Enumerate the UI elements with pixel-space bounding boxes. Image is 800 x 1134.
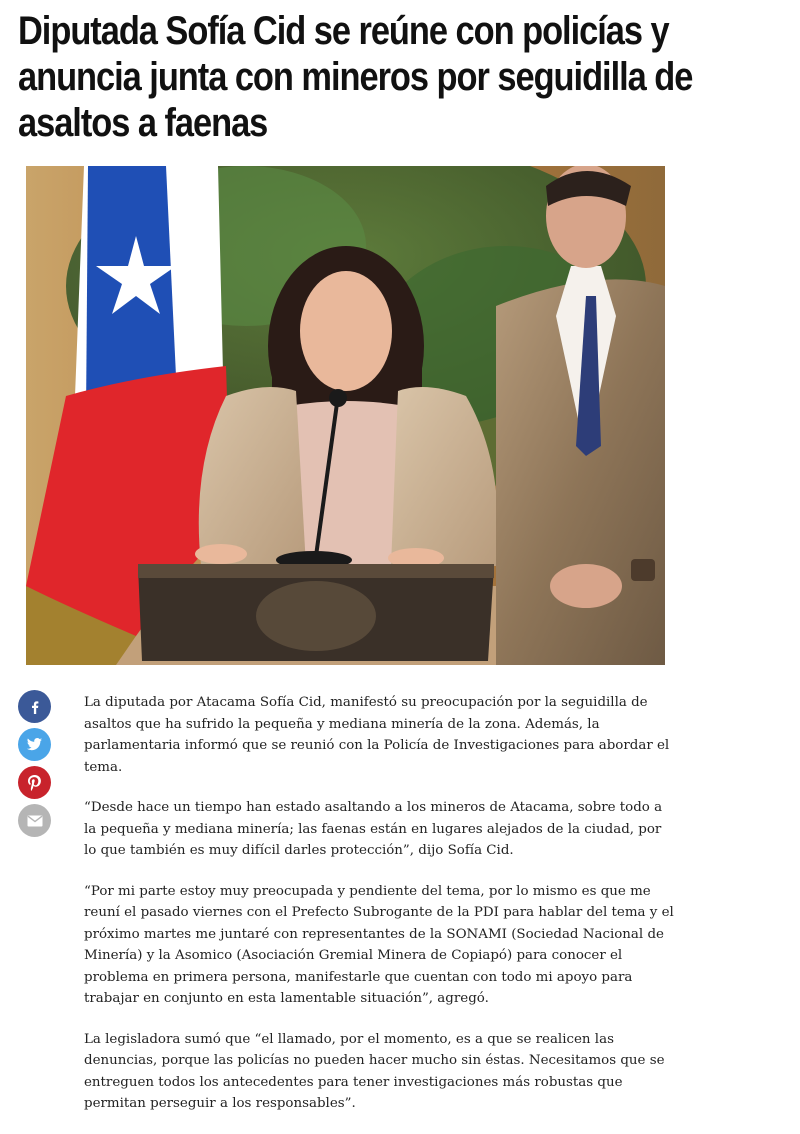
article-headline: Diputada Sofía Cid se reúne con policías y anuncia junta con mineros por seguidilla de asaltos a faenas [18,9,693,145]
pinterest-icon [28,775,41,791]
social-share-bar [18,690,52,842]
twitter-share-button[interactable] [18,728,51,761]
facebook-icon [28,700,42,714]
article-paragraph: “Por mi parte estoy muy preocupada y pendiente del tema, por lo mismo es que me reuní el pasado viernes con el Prefecto Subrogante de la PDI para hablar del tema y el próximo martes me juntaré con representantes de la SONAMI (Sociedad Nacional de Minería) y la Asomico (Asociación Gremial Minera de Copiapó) para conocer el problema en primera persona, manifestarle que cuentan con todo mi apoyo para trabajar en conjunto en esta lamentable situación”, agregó. [84,883,674,1006]
email-icon [27,815,43,827]
email-share-button[interactable] [18,804,51,837]
article-photo [26,166,665,665]
article-paragraph: La legisladora sumó que “el llamado, por el momento, es a que se realicen las denuncias, porque las policías no pueden hacer mucho sin éstas. Necesitamos que se entreguen todos los antecedentes para tener investigaciones más robustas que permitan perseguir a los responsables”. [84,1031,665,1111]
facebook-share-button[interactable] [18,690,51,723]
article-paragraph: “Desde hace un tiempo han estado asaltando a los mineros de Atacama, sobre todo a la pequeña y mediana minería; las faenas están en lugares alejados de la ciudad, por lo que también es muy difícil darles protección”, dijo Sofía Cid. [84,800,663,858]
article-body [84,692,674,1134]
pinterest-share-button[interactable] [18,766,51,799]
article-paragraph: La diputada por Atacama Sofía Cid, manifestó su preocupación por la seguidilla de asaltos que ha sufrido la pequeña y mediana minería de la zona. Además, la parlamentaria informó que se reunió con la Policía de Investigaciones para abordar el tema. [84,695,670,775]
twitter-icon [27,738,42,751]
